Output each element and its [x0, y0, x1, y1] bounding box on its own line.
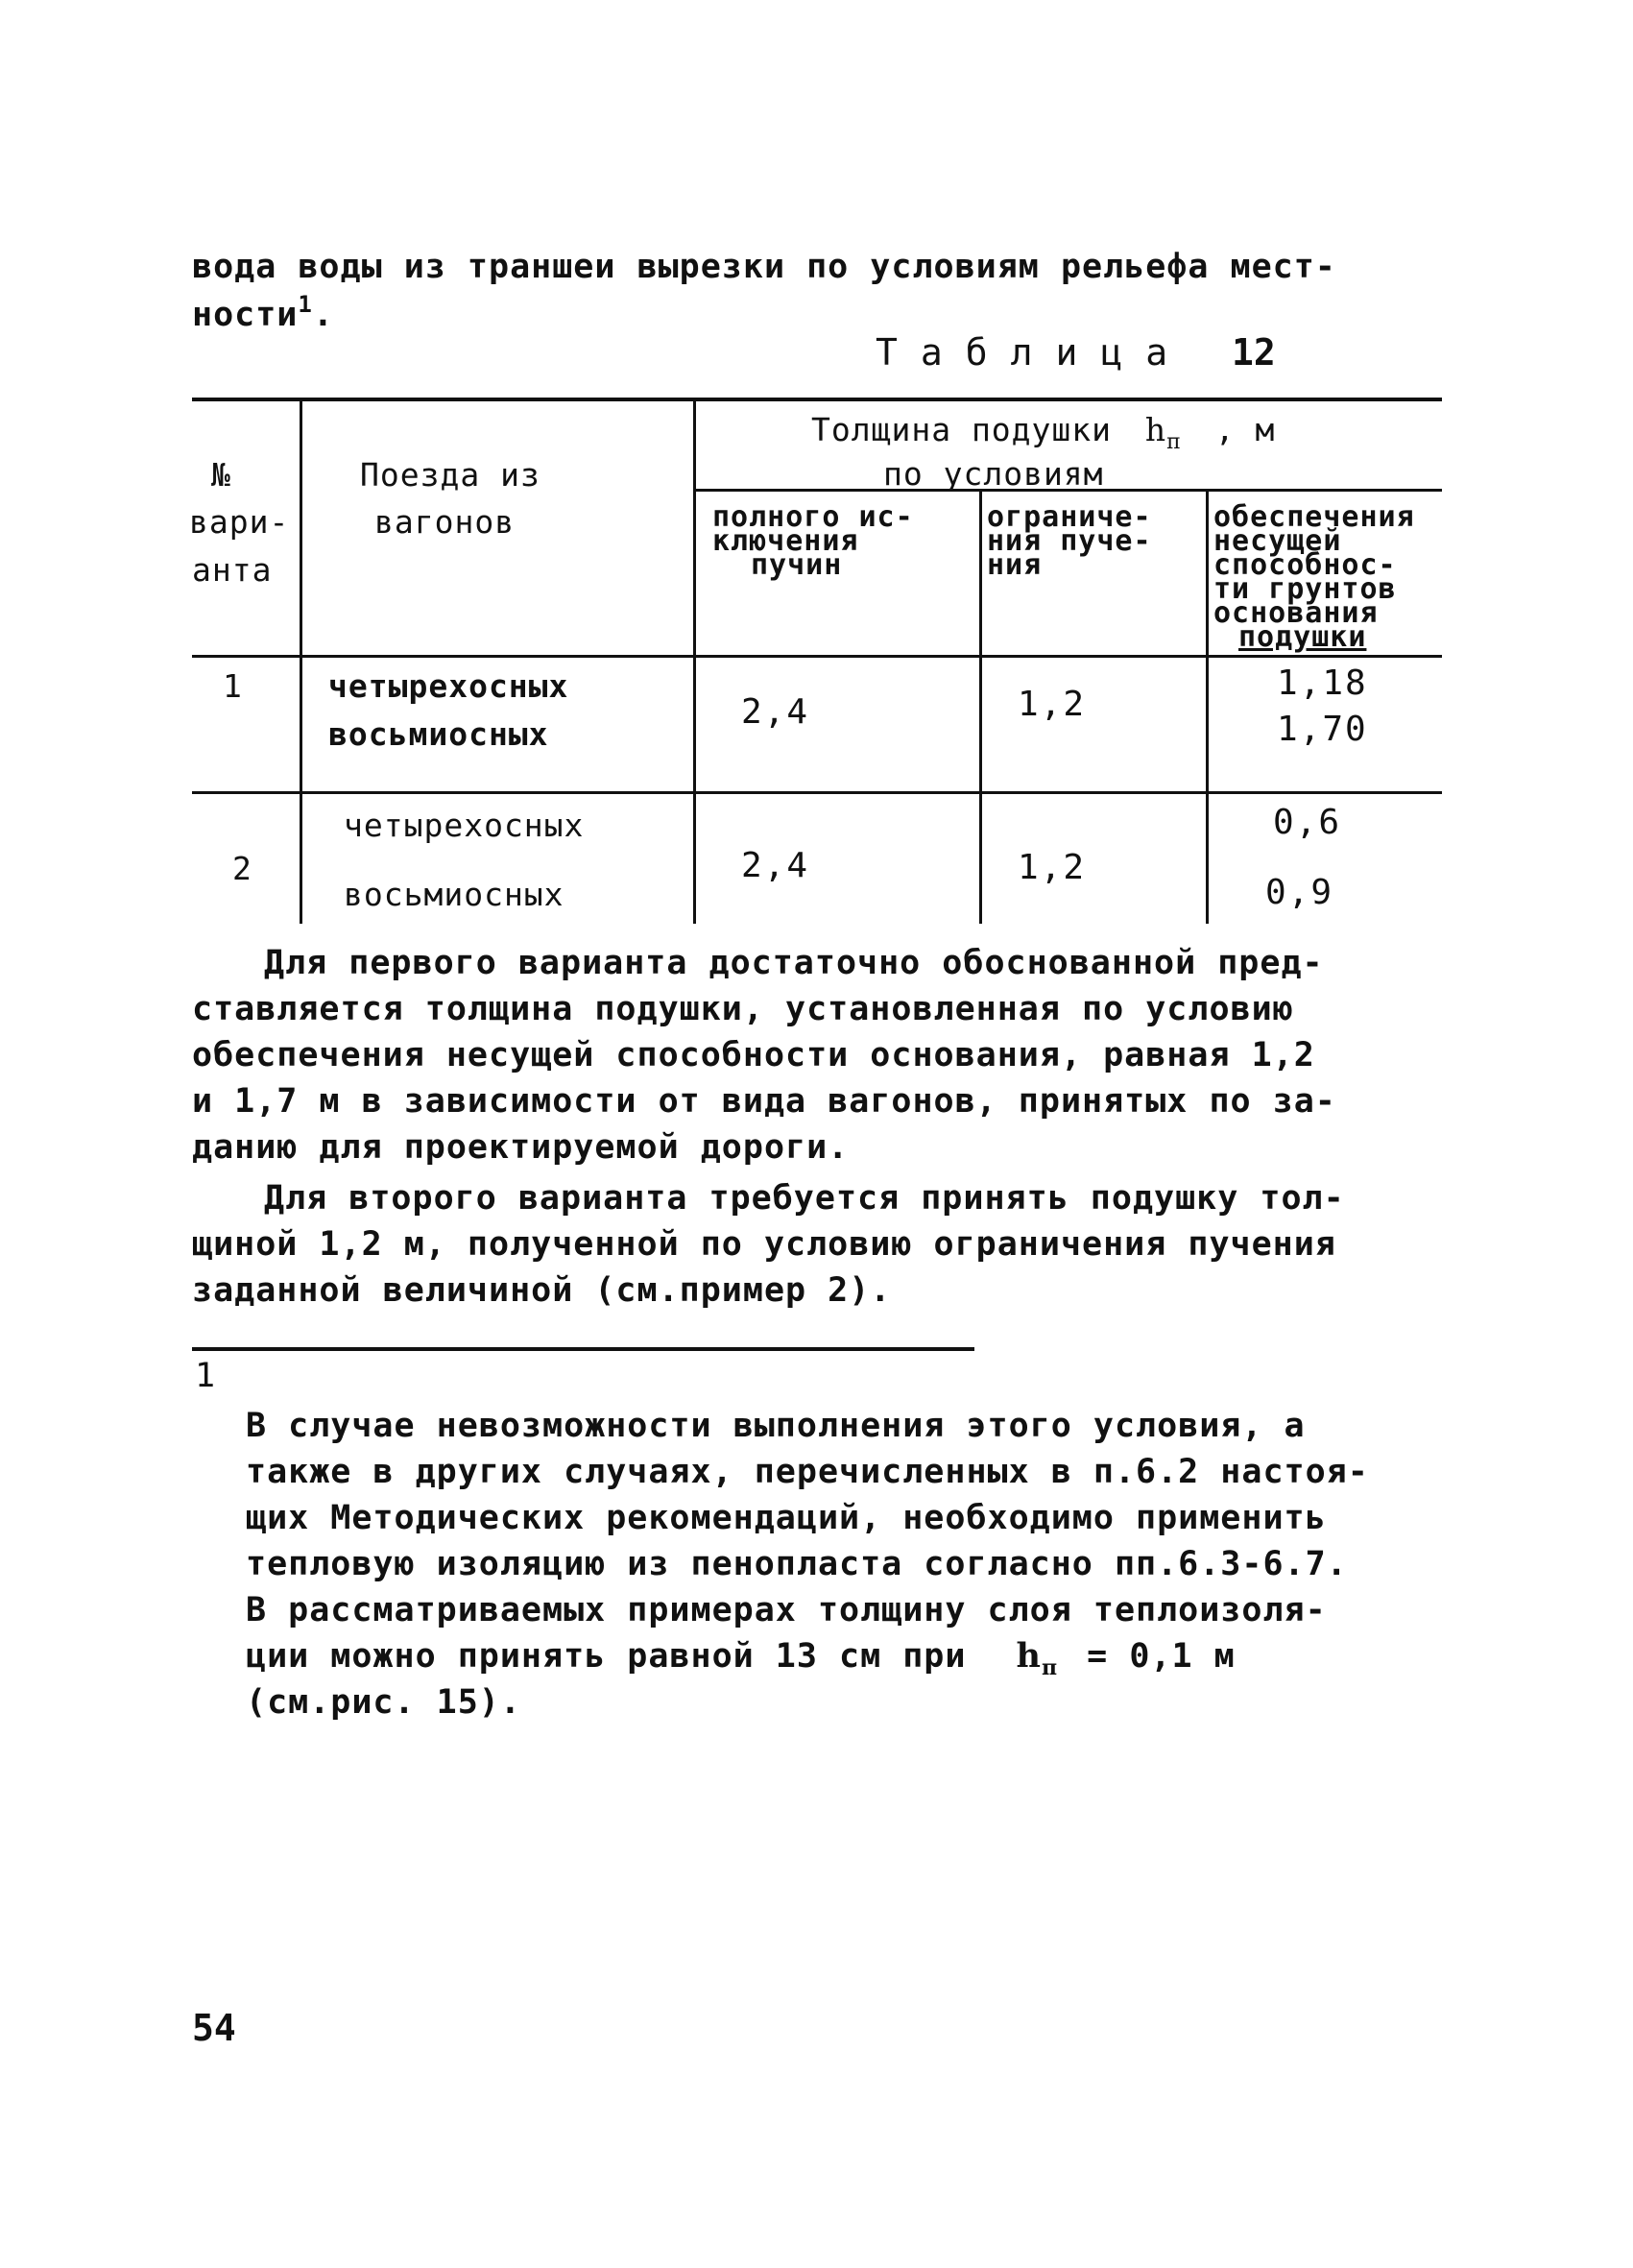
intro-line-2	[192, 293, 334, 337]
page-number: 54	[192, 2007, 236, 2049]
table-vline-3	[979, 489, 982, 924]
para2-line1: Для второго варианта требуется принять подушку тол-	[264, 1179, 1345, 1218]
row1-train-a: четырехосных	[328, 667, 569, 705]
para2-line2: щиной 1,2 м, полученной по условию ограничения пучения	[192, 1225, 1336, 1264]
table-title-number: 12	[1232, 331, 1276, 374]
header-group-conditions: по условиям	[883, 455, 1104, 493]
header-group-prefix: Толщина подушки	[811, 411, 1113, 448]
header-group-suffix: , м	[1214, 411, 1276, 448]
row1-variant: 1	[223, 667, 243, 705]
row2-train-a: четырехосных	[344, 807, 585, 844]
table-title-word: Таблица	[876, 331, 1191, 374]
header-trains-line2: вагонов	[374, 503, 516, 541]
header-sub3-line1: обеспечения	[1213, 500, 1415, 534]
table-vline-1	[300, 398, 302, 924]
h-symbol	[1144, 411, 1182, 454]
row2-full: 2,4	[741, 846, 810, 885]
footnote-line1: В случае невозможности выполнения этого условия, а	[246, 1407, 1306, 1445]
header-sub3-line6: подушки	[1238, 620, 1367, 654]
header-sub2-line2: ния пуче-	[987, 524, 1152, 558]
table-header-rule	[192, 655, 1442, 658]
para1-line4: и 1,7 м в зависимости от вида вагонов, принятых по за-	[192, 1082, 1336, 1121]
para2-line3: заданной величиной (см.пример 2).	[192, 1271, 892, 1310]
footnote-h-symbol	[1016, 1636, 1059, 1680]
row1-train-b: восьмиосных	[328, 715, 549, 753]
row1-bearing-a: 1,18	[1277, 664, 1368, 703]
h-symbol-sub: п	[1166, 430, 1182, 454]
footnote-line5: В рассматриваемых примерах толщину слоя теплоизоля-	[246, 1591, 1327, 1629]
intro-line-2-text: ности	[192, 296, 299, 334]
header-sub2-line3: ния	[987, 548, 1043, 582]
row1-limit: 1,2	[1018, 685, 1087, 724]
intro-line-2-end: .	[312, 296, 334, 334]
header-sub2-line1: ограниче-	[987, 500, 1152, 534]
row1-full: 2,4	[741, 692, 810, 732]
row2-variant: 2	[232, 850, 252, 887]
footnote-line6-prefix: ции можно принять равной 13 см при	[246, 1637, 967, 1676]
header-sub1-line1: полного ис-	[712, 500, 914, 534]
header-sub3-line3: способнос-	[1213, 548, 1397, 582]
footnote-line7: (см.рис. 15).	[246, 1683, 521, 1722]
footnote-line2: также в других случаях, перечисленных в п.6.2 настоя-	[246, 1453, 1369, 1491]
footnote-h-sub: п	[1041, 1655, 1059, 1680]
row2-limit: 1,2	[1018, 848, 1087, 887]
footnote-line3: щих Методических рекомендаций, необходимо применить	[246, 1499, 1327, 1537]
footnote-line6-suffix: = 0,1 м	[1087, 1637, 1236, 1676]
table-vline-4	[1206, 489, 1209, 924]
header-sub3-line5: основания	[1213, 596, 1379, 630]
row2-bearing-a: 0,6	[1273, 803, 1342, 842]
h-symbol-letter: h	[1144, 411, 1167, 448]
footnote-rule	[192, 1347, 974, 1351]
header-sub3-line2: несущей	[1213, 524, 1342, 558]
para1-line3: обеспечения несущей способности основания, равная 1,2	[192, 1036, 1315, 1074]
para1-line2: ставляется толщина подушки, установленная по условию	[192, 990, 1294, 1028]
table-title	[876, 331, 1276, 374]
footnote-mark: 1	[195, 1357, 217, 1395]
footnote-reference[interactable]: 1	[298, 291, 313, 318]
header-variant-no: №	[211, 456, 231, 494]
para1-line5: данию для проектируемой дороги.	[192, 1128, 850, 1167]
row1-bearing-b: 1,70	[1277, 710, 1368, 749]
header-sub1-line3: пучин	[751, 548, 843, 582]
row2-train-b: восьмиосных	[344, 876, 564, 913]
para1-line1: Для первого варианта достаточно обоснованной пред-	[264, 944, 1324, 982]
intro-line-1: вода воды из траншеи вырезки по условиям рельефа мест-	[192, 248, 1336, 286]
footnote-h-letter: h	[1016, 1636, 1042, 1676]
table-row-rule	[192, 791, 1442, 794]
header-variant-line3: анта	[192, 551, 273, 589]
header-sub3-line4: ти грунтов	[1213, 572, 1397, 606]
header-variant-line2: вари-	[189, 503, 290, 541]
table-vline-2	[693, 398, 696, 924]
row2-bearing-b: 0,9	[1265, 873, 1334, 912]
table-top-rule	[192, 398, 1442, 401]
header-trains-line1: Поезда из	[360, 456, 540, 494]
footnote-line4: тепловую изоляцию из пенопласта согласно пп.6.3-6.7.	[246, 1545, 1348, 1583]
header-sub1-line2: ключения	[712, 524, 859, 558]
